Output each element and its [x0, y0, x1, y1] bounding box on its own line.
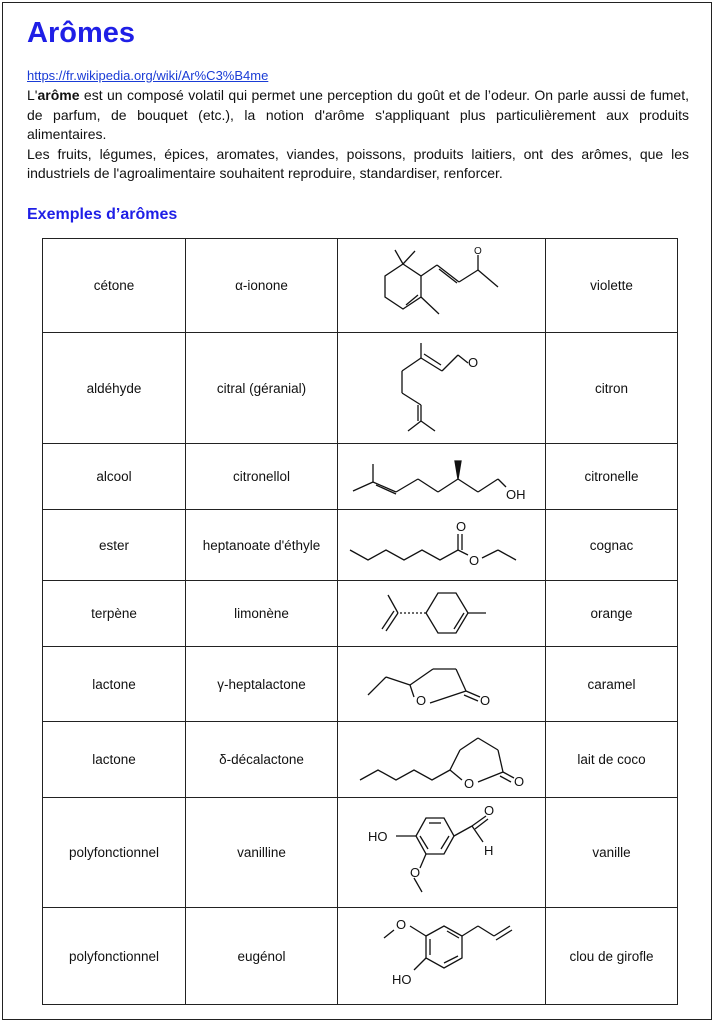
compound-type-cell: terpène: [43, 581, 186, 647]
term-arome: arôme: [37, 87, 80, 103]
compound-name-cell: δ-décalactone: [186, 722, 338, 798]
smell-cell: clou de girofle: [546, 908, 678, 1005]
ethyl-heptanoate-structure: [338, 510, 545, 580]
molecule-cell: [338, 908, 546, 1005]
molecule-cell: [338, 647, 546, 722]
compound-type-cell: polyfonctionnel: [43, 908, 186, 1005]
compound-name-cell: eugénol: [186, 908, 338, 1005]
compound-name-cell: citronellol: [186, 444, 338, 510]
molecule-cell: [338, 722, 546, 798]
compound-type-cell: alcool: [43, 444, 186, 510]
atom-label: O: [396, 917, 407, 932]
atom-label: HO: [368, 829, 388, 844]
atom-label: O: [468, 355, 479, 370]
molecule-cell: [338, 510, 546, 581]
compound-name-cell: heptanoate d'éthyle: [186, 510, 338, 581]
table-row: [43, 908, 678, 1005]
molecule-cell: [338, 239, 546, 333]
table-row: [43, 722, 678, 798]
smell-cell: violette: [546, 239, 678, 333]
page-title: Arômes: [27, 17, 135, 49]
intro-paragraph-1: L'arôme est un composé volatil qui permet une perception du goût et de l’odeur. On parle aussi de fumet, de parfum, de bouquet (etc.), la notion d'arôme s'appliquant plus particulièrement aux produits alimentaires.: [27, 87, 689, 142]
limonene-structure: [338, 581, 545, 646]
table-row: [43, 647, 678, 722]
heptalactone-structure: [338, 647, 545, 721]
compound-type-cell: polyfonctionnel: [43, 798, 186, 908]
compound-name-cell: γ-heptalactone: [186, 647, 338, 722]
smell-cell: lait de coco: [546, 722, 678, 798]
smell-cell: citronelle: [546, 444, 678, 510]
atom-label: O: [514, 774, 525, 789]
atom-label: O: [480, 693, 491, 708]
table-row: [43, 798, 678, 908]
molecule-cell: [338, 333, 546, 444]
compound-name-cell: α-ionone: [186, 239, 338, 333]
smell-cell: caramel: [546, 647, 678, 722]
smell-cell: cognac: [546, 510, 678, 581]
compound-type-cell: ester: [43, 510, 186, 581]
compound-name-cell: vanilline: [186, 798, 338, 908]
smell-cell: orange: [546, 581, 678, 647]
decalactone-structure: [338, 722, 545, 797]
atom-label: O: [456, 519, 467, 534]
table-row: [43, 239, 678, 333]
ionone-structure: [338, 239, 545, 332]
atom-label: O: [474, 246, 482, 257]
smell-cell: citron: [546, 333, 678, 444]
table-row: [43, 510, 678, 581]
compound-type-cell: lactone: [43, 647, 186, 722]
atom-label: HO: [392, 972, 412, 987]
wikipedia-link[interactable]: https://fr.wikipedia.org/wiki/Ar%C3%B4me: [27, 68, 269, 83]
eugenol-structure: [338, 908, 545, 1004]
atom-label: O: [416, 693, 427, 708]
table-row: [43, 444, 678, 510]
atom-label: O: [464, 776, 475, 791]
smell-cell: vanille: [546, 798, 678, 908]
atom-label: O: [484, 803, 495, 818]
molecule-cell: [338, 798, 546, 908]
molecule-cell: [338, 444, 546, 510]
intro-text: [27, 86, 689, 184]
compound-type-cell: lactone: [43, 722, 186, 798]
document-page: [2, 2, 712, 1020]
compound-name-cell: citral (géranial): [186, 333, 338, 444]
aroma-table: [42, 238, 678, 1005]
atom-label: O: [469, 553, 480, 568]
compound-type-cell: cétone: [43, 239, 186, 333]
compound-name-cell: limonène: [186, 581, 338, 647]
atom-label: H: [484, 843, 494, 858]
table-row: [43, 581, 678, 647]
section-title: Exemples d’arômes: [27, 206, 178, 223]
atom-label: O: [410, 865, 421, 880]
citral-structure: [338, 333, 545, 443]
intro-paragraph-2: Les fruits, légumes, épices, aromates, viandes, poissons, produits laitiers, ont des arômes, que les industriels de l'agroalimentaire souhaitent reproduire, standardiser, renforcer.: [27, 145, 689, 181]
molecule-cell: [338, 581, 546, 647]
atom-label: OH: [506, 487, 526, 502]
vanillin-structure: [338, 798, 545, 907]
citronellol-structure: [338, 444, 545, 509]
compound-type-cell: aldéhyde: [43, 333, 186, 444]
table-row: [43, 333, 678, 444]
